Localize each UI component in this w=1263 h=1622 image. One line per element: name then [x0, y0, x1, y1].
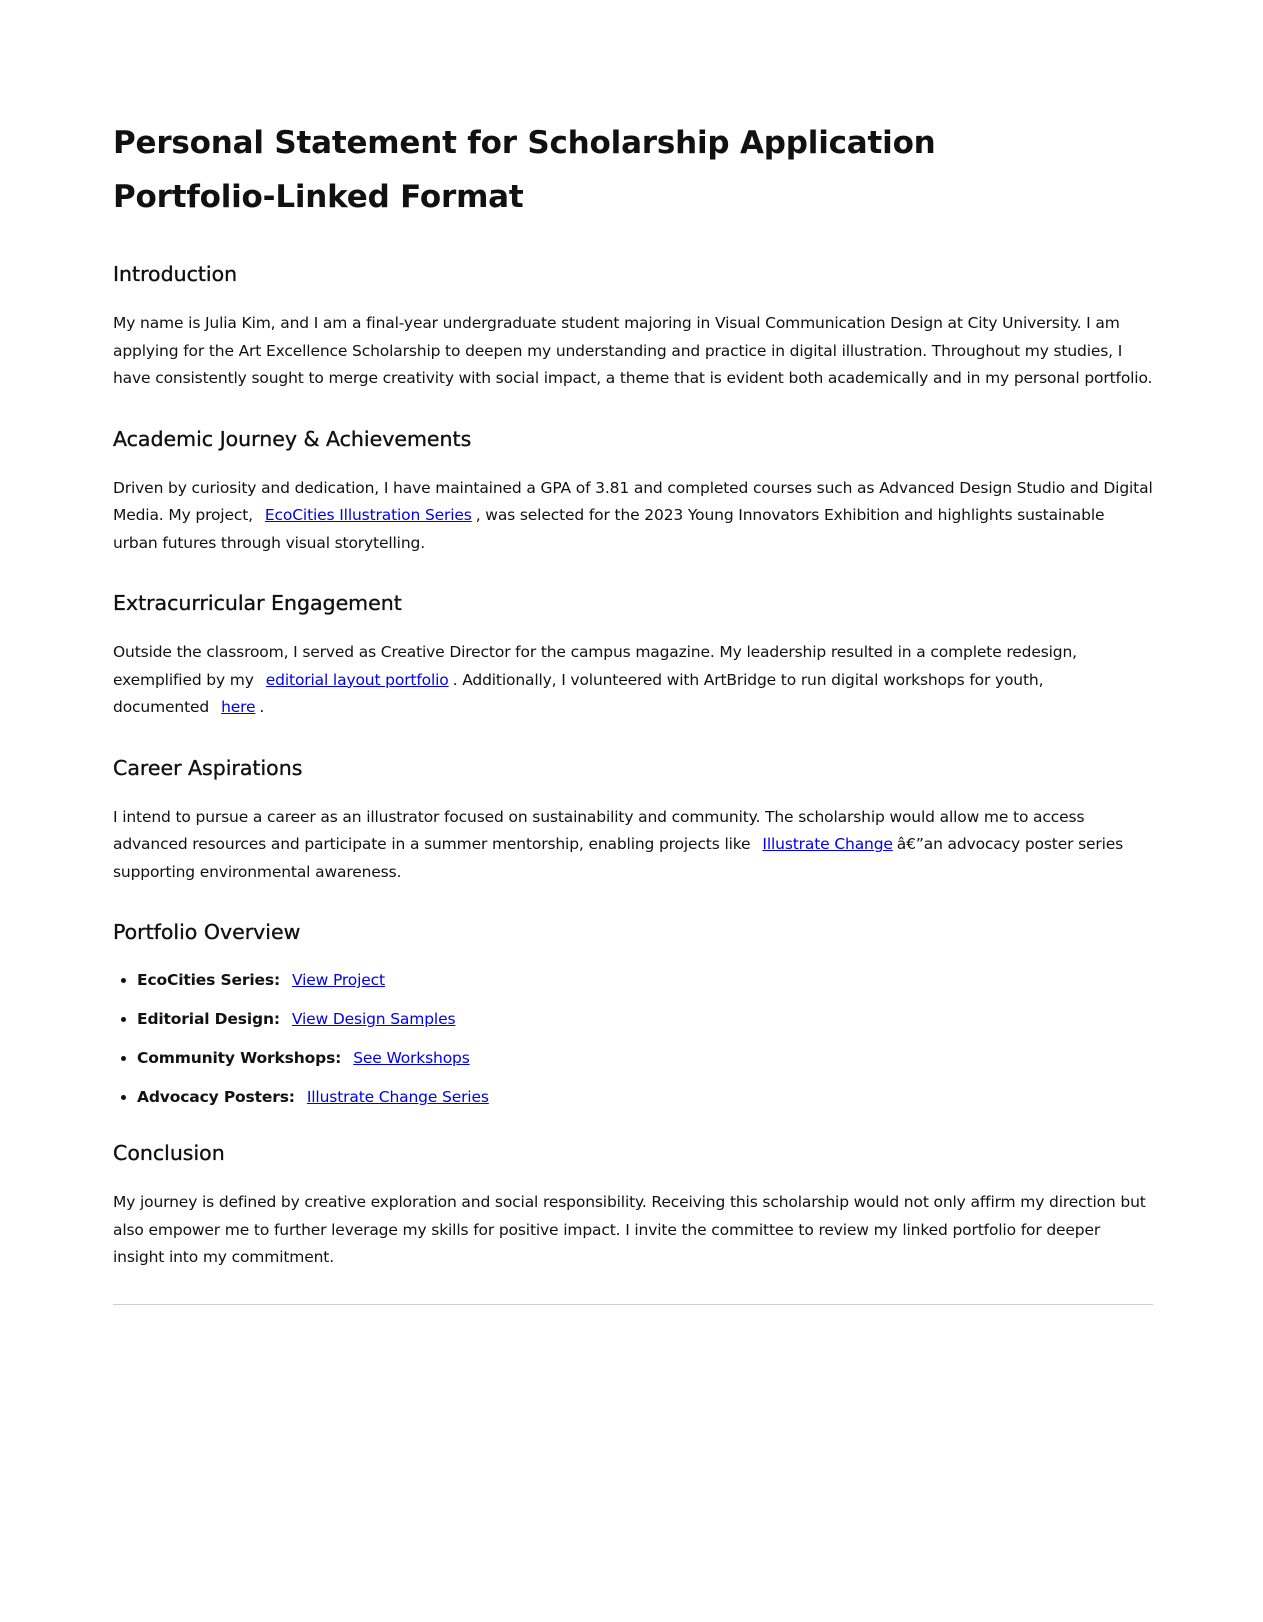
- portfolio-section: [113, 918, 1153, 1109]
- portfolio-item-label: Advocacy Posters:: [137, 1088, 295, 1106]
- portfolio-item-label: Editorial Design:: [137, 1010, 280, 1028]
- career-heading: Career Aspirations: [113, 755, 303, 780]
- introduction-section: [113, 260, 1153, 393]
- list-item: [137, 1046, 1153, 1070]
- title-block: [113, 116, 1153, 224]
- academic-text-after: , was selected for the 2023 Young Innovators Exhibition and highlights sustainable urban futures through visual storytelling.: [113, 506, 1105, 552]
- extracurricular-paragraph: [113, 639, 1153, 722]
- illustrate-change-link[interactable]: Illustrate Change: [762, 835, 893, 853]
- portfolio-item-label: Community Workshops:: [137, 1049, 342, 1067]
- conclusion-text: My journey is defined by creative exploration and social responsibility. Receiving this scholarship would not only affirm my direction but also empower me to further leverage my skills for positive impact. I invite the committee to review my linked portfolio for deeper insight into my commitment.: [113, 1193, 1146, 1266]
- introduction-text: My name is Julia Kim, and I am a final-year undergraduate student majoring in Visual Communication Design at City University. I am applying for the Art Excellence Scholarship to deepen my understanding and practice in digital illustration. Throughout my studies, I have consistently sought to merge creativity with social impact, a theme that is evident both academically and in my personal portfolio.: [113, 314, 1153, 387]
- list-item: [137, 968, 1153, 992]
- introduction-heading: Introduction: [113, 262, 238, 286]
- career-paragraph: [113, 804, 1153, 887]
- editorial-portfolio-link[interactable]: editorial layout portfolio: [265, 670, 449, 689]
- academic-text-before: Driven by curiosity and dedication, I have maintained a GPA of 3.81 and completed courses such as Advanced Design Studio and Digital Media. My project,: [113, 478, 1153, 524]
- portfolio-item-label: EcoCities Series:: [137, 971, 280, 989]
- page-subtitle: Portfolio-Linked Format: [113, 179, 524, 215]
- page-title: Personal Statement for Scholarship Application: [113, 125, 936, 161]
- ecocities-link[interactable]: EcoCities Illustration Series: [264, 506, 472, 524]
- list-item: [137, 1007, 1153, 1031]
- portfolio-heading: Portfolio Overview: [113, 920, 301, 944]
- extracurricular-section: [113, 589, 1153, 722]
- career-text-after: â€”an advocacy poster series supporting environmental awareness.: [113, 835, 1124, 881]
- extracurricular-text-before: Outside the classroom, I served as Creative Director for the campus magazine. My leadership resulted in a complete redesign, exemplified by my: [113, 643, 1077, 689]
- view-design-samples-link[interactable]: View Design Samples: [291, 1010, 456, 1028]
- portfolio-list: [113, 968, 1153, 1109]
- conclusion-section: [113, 1139, 1153, 1272]
- footer-divider: [113, 1304, 1153, 1305]
- extracurricular-text-middle: . Additionally, I volunteered with ArtBridge to run digital workshops for youth, documented: [113, 670, 1044, 716]
- academic-paragraph: [113, 475, 1153, 558]
- academic-heading: Academic Journey & Achievements: [113, 426, 472, 451]
- workshops-here-link[interactable]: here: [221, 698, 256, 716]
- extracurricular-text-after: .: [259, 698, 265, 716]
- career-text-before: I intend to pursue a career as an illustrator focused on sustainability and community. The scholarship would allow me to access advanced resources and participate in a summer mentorship, enabling projects like: [113, 807, 1085, 853]
- academic-section: [113, 425, 1153, 558]
- illustrate-change-series-link[interactable]: Illustrate Change Series: [306, 1088, 489, 1106]
- career-section: [113, 754, 1153, 887]
- list-item: [137, 1085, 1153, 1109]
- see-workshops-link[interactable]: See Workshops: [353, 1049, 470, 1067]
- view-project-link[interactable]: View Project: [292, 971, 385, 989]
- conclusion-heading: Conclusion: [113, 1141, 225, 1165]
- extracurricular-heading: Extracurricular Engagement: [113, 591, 402, 615]
